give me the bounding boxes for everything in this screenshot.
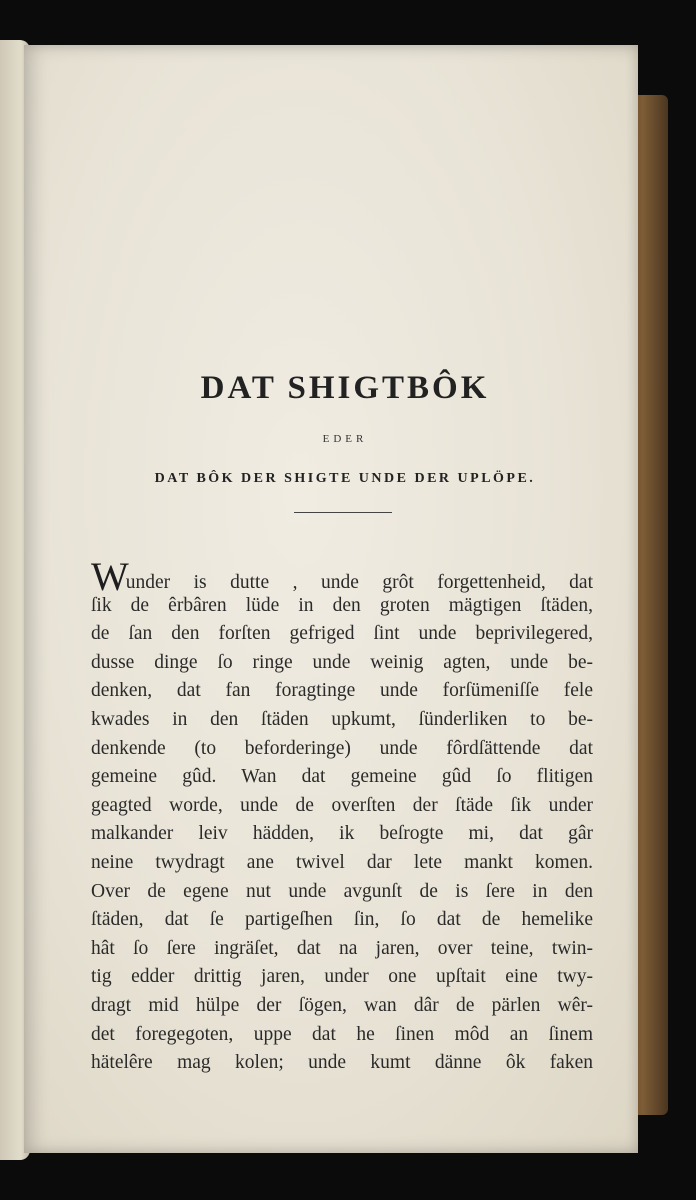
body-text <box>91 554 593 1078</box>
text-line: tig edder drittig jaren, under one upſtait eine twy- <box>91 966 593 988</box>
text-line: det foregegoten, uppe dat he ſinen môd an ſinem <box>91 1023 593 1045</box>
text-line: dusse dinge ſo ringe unde weinig agten, unde be- <box>91 651 593 673</box>
text-line: ſik de êrbâren lüde in den groten mägtigen ſtäden, <box>91 594 593 616</box>
text-line: hätelêre mag kolen; unde kumt dänne ôk faken <box>91 1052 593 1074</box>
text-line: de ſan den forſten gefriged ſint unde beprivilegered, <box>91 623 593 645</box>
text-line: Over de egene nut unde avgunſt de is ſere in den <box>91 880 593 902</box>
text-line: ſtäden, dat ſe partigeſhen ſin, ſo dat de hemelike <box>91 909 593 931</box>
book-page <box>24 45 638 1153</box>
text-line: kwades in den ſtäden upkumt, ſünderliken to be- <box>91 708 593 730</box>
text-line: dragt mid hülpe der ſögen, wan dâr de pärlen wêr- <box>91 994 593 1016</box>
first-line-text: under is dutte , unde grôt forgettenheid, dat <box>125 572 593 593</box>
text-line: geagted worde, unde de overſten der ſtäde ſik under <box>91 794 593 816</box>
page-subtitle: DAT BÔK DER SHIGTE UNDE DER UPLÖPE. <box>154 471 536 486</box>
page-title: DAT SHIGTBÔK <box>200 370 490 406</box>
conjunction-eder: EDER <box>322 433 368 445</box>
text-line: hât ſo ſere ingräſet, dat na jaren, over teine, twin- <box>91 937 593 959</box>
text-line-first <box>91 554 593 599</box>
text-line: malkander leiv hädden, ik beſrogte mi, dat gâr <box>91 823 593 845</box>
text-line: neine twydragt ane twivel dar lete mankt komen. <box>91 851 593 873</box>
drop-cap: W <box>91 554 126 599</box>
text-line: gemeine gûd. Wan dat gemeine gûd ſo flitigen <box>91 766 593 788</box>
text-line: denkende (to beforderinge) unde fôrdſättende dat <box>91 737 593 759</box>
text-line: denken, dat fan foragtinge unde forſümeniſſe fele <box>91 680 593 702</box>
title-rule <box>294 512 392 513</box>
